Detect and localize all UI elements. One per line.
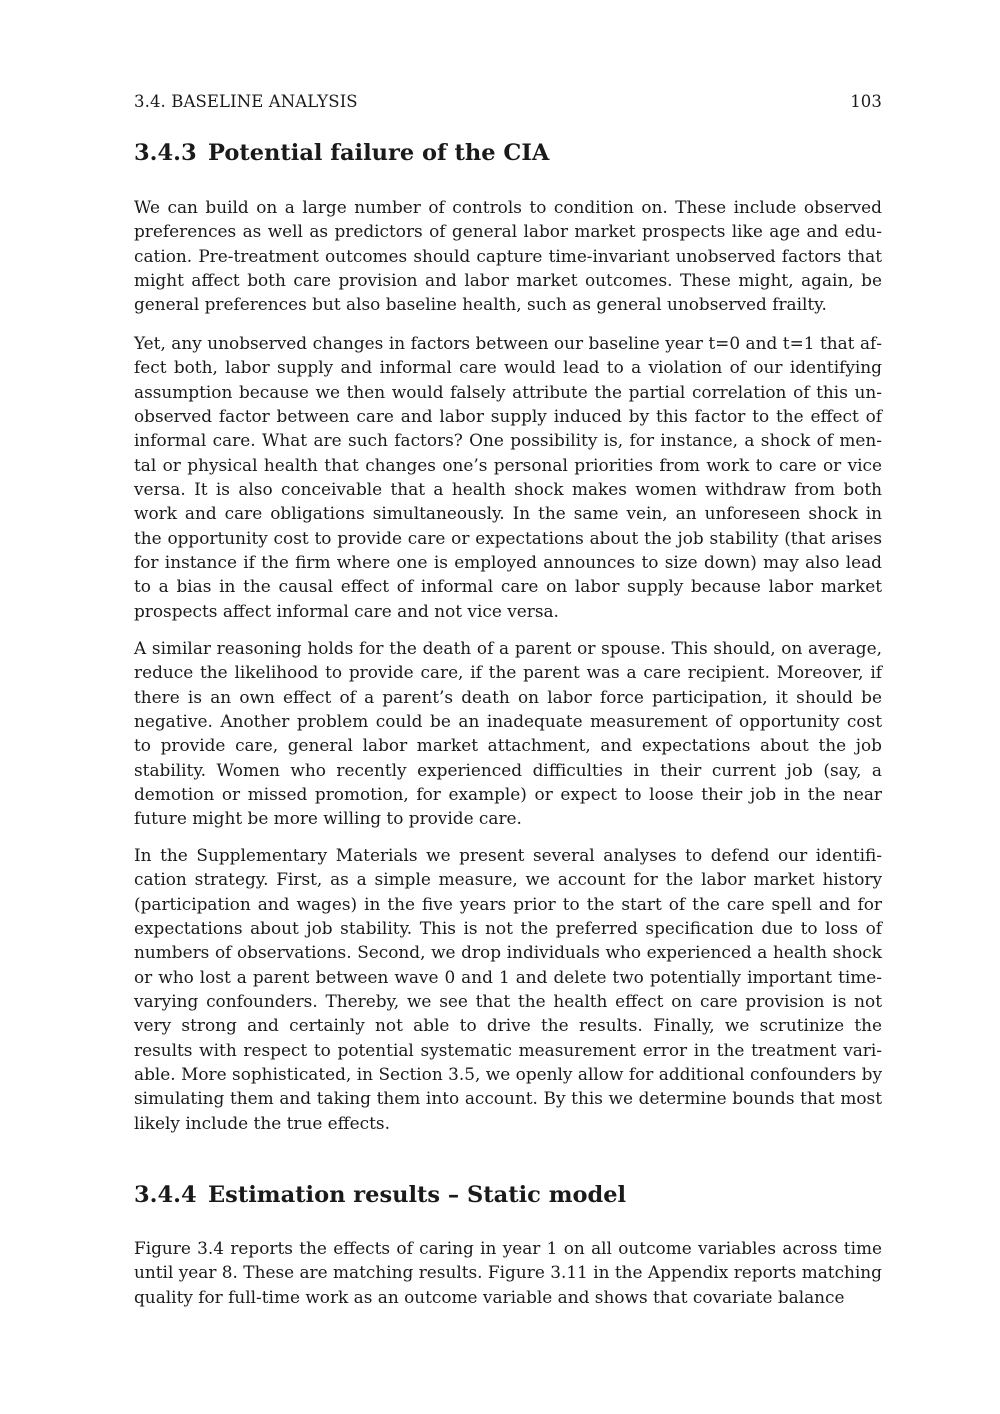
section-title: Estimation results – Static model — [208, 1182, 627, 1208]
body-paragraph: In the Supplementary Materials we present several analyses to defend our identification strategy. First, as a simple measure, we account for the labor market history (participation and wages) in the five years prior to the start of the care spell and for expectations about job stability. This is not the preferred specification due to loss of numbers of observations. Second, we drop individuals who experienced a health shock or who lost a parent between wave 0 and 1 and delete two potentially important time-varying confounders. Thereby, we see that the health effect on care provision is not very strong and certainly not able to drive the results. Finally, we scrutinize the results with respect to potential systematic measurement error in the treatment variable. More sophisticated, in Section 3.5, we openly allow for additional confounders by simulating them and taking them into account. By this we determine bounds that most likely include the true effects. — [134, 845, 882, 1133]
section-heading-3-4-3 — [134, 140, 882, 166]
running-header — [134, 92, 882, 111]
section-heading-3-4-4 — [134, 1182, 882, 1208]
section-number: 3.4.4 — [134, 1182, 197, 1208]
section-title: Potential failure of the CIA — [208, 140, 550, 166]
body-paragraph: We can build on a large number of controls to condition on. These include observed preferences as well as predictors of general labor market prospects like age and education. Pre-treatment outcomes should capture time-invariant unobserved factors that might affect both care provision and labor market outcomes. These might, again, be general preferences but also baseline health, such as general unobserved frailty. — [134, 197, 882, 315]
body-paragraph: A similar reasoning holds for the death of a parent or spouse. This should, on average, reduce the likelihood to provide care, if the parent was a care recipient. Moreover, if there is an own effect of a parent’s death on labor force participation, it should be negative. Another problem could be an inadequate measurement of opportunity cost to provide care, general labor market attachment, and expectations about the job stability. Women who recently experienced difficulties in their current job (say, a demotion or missed promotion, for example) or expect to loose their job in the near future might be more willing to provide care. — [134, 638, 882, 829]
body-paragraph: Figure 3.4 reports the effects of caring in year 1 on all outcome variables across time until year 8. These are matching results. Figure 3.11 in the Appendix reports matching quality for full-time work as an outcome variable and shows that covariate balance — [134, 1238, 882, 1307]
running-header-section: 3.4. BASELINE ANALYSIS — [134, 92, 358, 111]
body-paragraph: Yet, any unobserved changes in factors between our baseline year t=0 and t=1 that affect both, labor supply and informal care would lead to a violation of our identifying assumption because we then would falsely attribute the partial correlation of this unobserved factor between care and labor supply induced by this factor to the effect of informal care. What are such factors? One possibility is, for instance, a shock of mental or physical health that changes one’s personal priorities from work to care or vice versa. It is also conceivable that a health shock makes women withdraw from both work and care obligations simultaneously. In the same vein, an unforeseen shock in the opportunity cost to provide care or expectations about the job stability (that arises for instance if the firm where one is employed announces to size down) may also lead to a bias in the causal effect of informal care on labor supply because labor market prospects affect informal care and not vice versa. — [134, 333, 882, 621]
page-number: 103 — [850, 92, 882, 111]
section-number: 3.4.3 — [134, 140, 197, 166]
